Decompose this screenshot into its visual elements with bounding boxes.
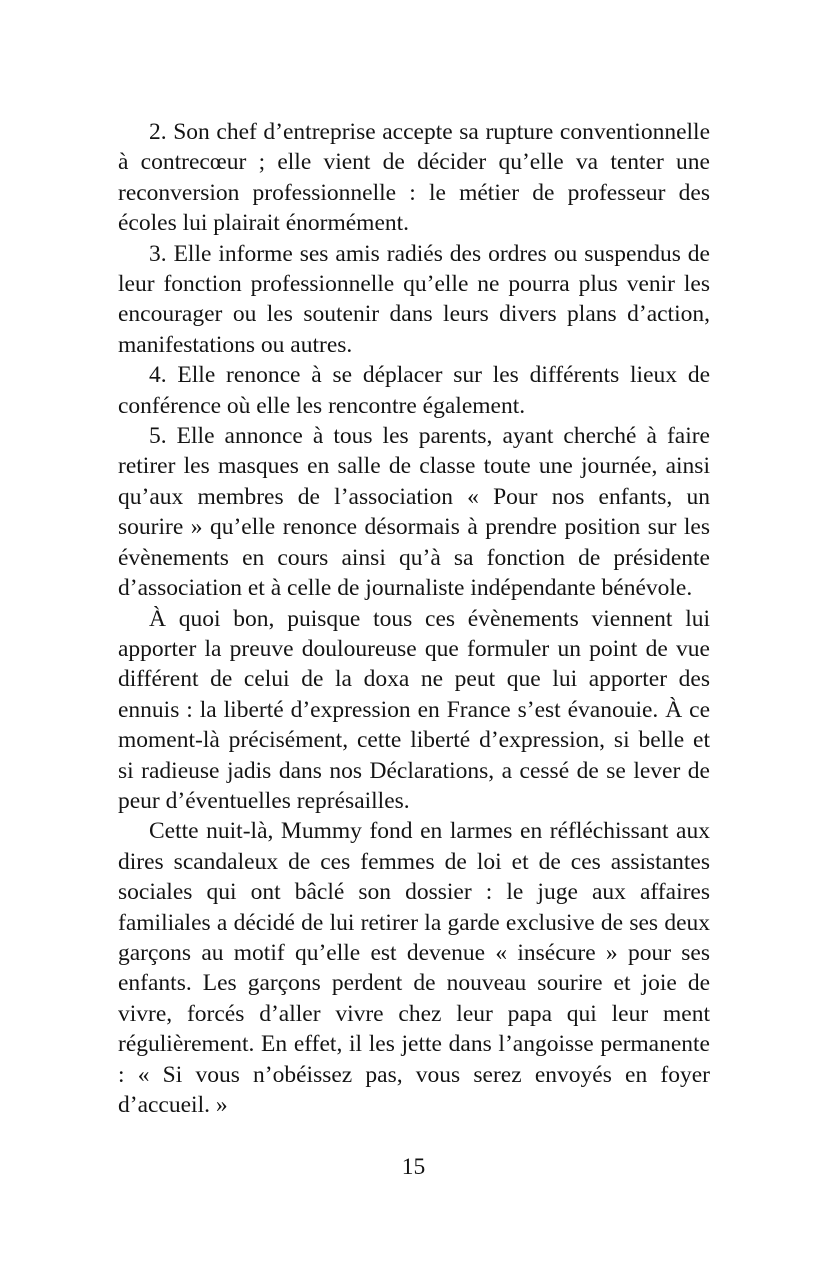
paragraph-item-4: 4. Elle renonce à se déplacer sur les différents lieux de conférence où elle les rencontre également. [118,362,710,419]
body-text [118,117,710,1120]
paragraph-cette-nuit-la: Cette nuit-là, Mummy fond en larmes en réfléchissant aux dires scandaleux de ces femmes de loi et de ces assistantes sociales qui ont bâclé son dossier : le juge aux affaires familiales a décidé de lui retirer la garde exclusive de ses deux garçons au motif qu’elle est devenue « insécure » pour ses enfants. Les garçons perdent de nouveau sourire et joie de vivre, forcés d’aller vivre chez leur papa qui leur ment régulièrement. En effet, il les jette dans l’angoisse permanente : « Si vous n’obéissez pas, vous serez envoyés en foyer d’accueil. » [118,818,710,1118]
paragraph-item-3: 3. Elle informe ses amis radiés des ordres ou suspendus de leur fonction professionnelle qu’elle ne pourra plus venir les encourager ou les soutenir dans leurs divers plans d’action, manifestations ou autres. [118,240,710,358]
paragraph-a-quoi-bon: À quoi bon, puisque tous ces évènements viennent lui apporter la preuve douloureuse que formuler un point de vue différent de celui de la doxa ne peut que lui apporter des ennuis : la liberté d’expression en France s’est évanouie. À ce moment-là précisément, cette liberté d’expression, si belle et si radieuse jadis dans nos Déclarations, a cessé de se lever de peur d’éventuelles représailles. [118,605,710,814]
paragraph-item-5: 5. Elle annonce à tous les parents, ayant cherché à faire retirer les masques en salle de classe toute une journée, ainsi qu’aux membres de l’association « Pour nos enfants, un sourire » qu’elle renonce désormais à prendre position sur les évènements en cours ainsi qu’à sa fonction de présidente d’association et à celle de journaliste indépendante bénévole. [118,423,710,602]
page-number: 15 [401,1154,426,1180]
paragraph-item-2: 2. Son chef d’entreprise accepte sa rupture conventionnelle à contrecœur ; elle vient de décider qu’elle va tenter une reconversion professionnelle : le métier de professeur des écoles lui plairait énormément. [118,119,710,237]
